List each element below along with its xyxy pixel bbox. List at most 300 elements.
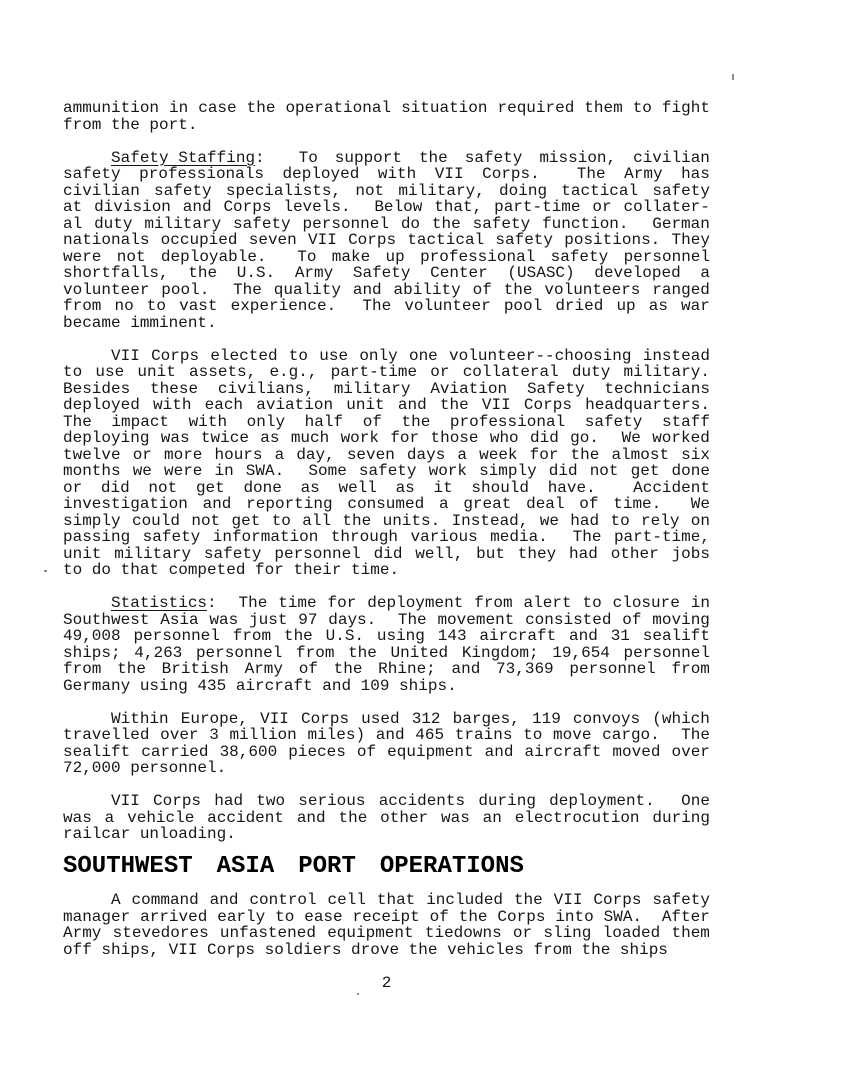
- word: not: [589, 462, 619, 480]
- text-line: [63, 711, 710, 728]
- word: U.S.: [236, 264, 276, 282]
- word: no: [114, 297, 134, 315]
- word: collater-: [623, 198, 710, 216]
- word: or: [430, 363, 450, 381]
- paragraph: [63, 892, 710, 958]
- word: The: [233, 280, 262, 299]
- word: safety: [584, 412, 643, 431]
- word: Army: [294, 264, 334, 282]
- word: did: [100, 478, 130, 497]
- text-line: [63, 595, 710, 612]
- word: time.: [613, 495, 662, 513]
- word: and: [397, 396, 427, 414]
- word: work: [428, 462, 467, 480]
- word: as: [395, 478, 415, 497]
- word: other: [610, 544, 659, 563]
- word: VII: [308, 231, 337, 249]
- word: Corps: [151, 346, 200, 365]
- word: military: [333, 379, 411, 398]
- word: the: [342, 511, 372, 530]
- word: done: [671, 462, 710, 480]
- word: fight: [661, 99, 710, 117]
- scan-artifact: [357, 993, 359, 995]
- word: make: [331, 247, 371, 266]
- word: unit: [137, 363, 176, 381]
- word: early: [217, 907, 266, 926]
- word: The: [681, 726, 710, 744]
- word: not: [116, 247, 146, 266]
- word: in: [169, 99, 189, 117]
- word: mission,: [539, 148, 617, 167]
- paragraph: [63, 595, 710, 694]
- word: professional: [420, 247, 536, 266]
- word: consisted: [525, 610, 612, 629]
- word: each: [204, 396, 244, 414]
- word: almost: [611, 445, 670, 464]
- word: a: [438, 495, 449, 513]
- word: 119: [531, 709, 561, 728]
- word: Corps: [497, 907, 546, 926]
- word: military: [144, 214, 222, 233]
- word: a: [457, 445, 468, 464]
- word: media.: [490, 528, 548, 546]
- word: travelled: [63, 726, 150, 744]
- word: The: [362, 297, 392, 315]
- word: information: [212, 528, 319, 546]
- word: ease: [304, 907, 343, 926]
- word: sling: [543, 924, 592, 942]
- document-body: [63, 100, 710, 991]
- word: consumed: [347, 495, 425, 513]
- word: Accident: [633, 478, 710, 497]
- word: of: [622, 610, 642, 629]
- word: personnel: [195, 643, 283, 662]
- word: Corps: [153, 792, 202, 810]
- word: staff: [661, 412, 710, 431]
- paragraph: [63, 793, 710, 843]
- word: A: [63, 891, 121, 909]
- word: British: [161, 660, 229, 678]
- word: civilian: [633, 148, 710, 167]
- word: receipt: [352, 907, 420, 926]
- word: could: [131, 511, 180, 530]
- text-line: [63, 216, 710, 233]
- word: electrocution: [514, 808, 640, 827]
- text-line: [63, 265, 710, 282]
- word: a: [104, 808, 115, 827]
- word: has: [681, 165, 710, 183]
- text-line: to do that competed for their time.: [63, 561, 400, 579]
- word: days.: [328, 610, 377, 629]
- text-line: [63, 381, 710, 398]
- word: week: [479, 445, 518, 464]
- text-line: [63, 430, 710, 447]
- word: 73,369: [496, 660, 554, 678]
- word: instead: [642, 346, 710, 365]
- word: VII: [63, 346, 140, 365]
- word: situation: [401, 99, 488, 117]
- word: hours: [214, 445, 263, 464]
- text-line: [63, 463, 710, 480]
- word: serious: [298, 792, 366, 810]
- section-heading: [63, 853, 710, 880]
- word: deployment: [367, 594, 464, 612]
- word: military,: [398, 181, 485, 200]
- word: time: [278, 594, 317, 612]
- word: tactical: [407, 231, 485, 249]
- word: quality: [273, 280, 341, 299]
- word: equipment: [327, 924, 414, 942]
- word: all: [302, 511, 332, 530]
- word: movement: [437, 610, 515, 629]
- word: from: [474, 594, 513, 612]
- word: aircraft: [479, 627, 557, 645]
- text-line: [63, 513, 710, 530]
- word: or: [132, 445, 152, 464]
- word: and: [296, 808, 326, 827]
- word: with: [153, 396, 192, 414]
- word: Center: [430, 264, 488, 282]
- word: personnel: [623, 247, 710, 266]
- word: 3: [209, 726, 219, 744]
- word: did: [530, 429, 559, 447]
- word: Corps: [348, 231, 397, 249]
- text-line: [63, 645, 710, 662]
- word: and: [484, 742, 514, 761]
- word: personnel: [623, 643, 710, 662]
- paragraph: [63, 711, 710, 777]
- scan-artifact: [44, 570, 47, 572]
- text-line: [63, 925, 710, 942]
- word: were: [164, 462, 203, 480]
- word: Southwest: [63, 610, 150, 629]
- word: 19,654: [552, 643, 610, 662]
- word: twelve: [63, 445, 121, 464]
- word: days: [406, 445, 446, 464]
- word: had: [214, 792, 244, 810]
- scan-artifact: [732, 74, 734, 80]
- word: impact: [111, 412, 170, 431]
- word: safety: [464, 148, 523, 167]
- word: personnel: [133, 627, 220, 645]
- word: with: [377, 165, 417, 183]
- word: professionals: [139, 165, 264, 183]
- word: Corps: [223, 198, 272, 216]
- word: the: [513, 891, 543, 909]
- word: of: [298, 660, 318, 678]
- word: Corps: [301, 709, 350, 728]
- text-line: [63, 397, 710, 414]
- word: were: [63, 247, 102, 266]
- word: to: [63, 363, 83, 381]
- text-line: [63, 546, 710, 563]
- word: to: [146, 297, 166, 315]
- word: as: [300, 478, 320, 497]
- word: (USASC): [507, 264, 575, 282]
- word: go.: [570, 429, 599, 447]
- word: equipment: [387, 742, 474, 761]
- word: over: [671, 742, 710, 761]
- word: the: [439, 396, 469, 414]
- word: sealift: [63, 742, 131, 761]
- word: vehicle: [127, 808, 195, 827]
- word: pool: [503, 297, 543, 315]
- word: up: [616, 297, 636, 315]
- word: VII: [481, 396, 511, 414]
- word: six: [681, 445, 710, 464]
- word: or: [592, 198, 612, 216]
- underlined-lead: Safety Staffing:: [111, 148, 265, 167]
- word: and: [209, 891, 239, 909]
- word: unit: [346, 396, 385, 414]
- word: volunteer: [63, 280, 150, 299]
- word: two: [256, 792, 286, 810]
- word: get: [195, 478, 225, 497]
- word: units.: [382, 511, 441, 530]
- word: well,: [415, 544, 464, 563]
- word: personnel: [569, 660, 656, 678]
- word: seven: [248, 231, 297, 249]
- word: during: [478, 792, 536, 810]
- word: Rhine;: [378, 660, 436, 678]
- paragraph: [63, 100, 710, 133]
- word: Corps: [523, 396, 572, 414]
- word: military.: [623, 363, 710, 381]
- word: was: [441, 808, 470, 827]
- word: that: [376, 891, 416, 909]
- word: civilians,: [217, 379, 314, 398]
- word: part-time,: [613, 528, 710, 546]
- word: included: [426, 891, 504, 909]
- word: Corps: [593, 891, 642, 909]
- text-line: [63, 414, 710, 431]
- word: U.S.: [325, 627, 365, 645]
- word: and: [375, 726, 405, 744]
- text-line: [63, 496, 710, 513]
- word: Besides: [63, 379, 131, 398]
- word: not: [355, 181, 385, 200]
- word: safety: [154, 181, 212, 200]
- word: the: [431, 214, 461, 233]
- word: Some: [308, 462, 347, 480]
- paragraph: [63, 348, 710, 579]
- word: carried: [141, 742, 209, 761]
- word: specialists,: [225, 181, 342, 200]
- word: from: [63, 297, 102, 315]
- word: pieces: [288, 742, 346, 761]
- word: professional: [449, 412, 566, 431]
- word: unit: [63, 544, 102, 563]
- word: safety: [63, 165, 121, 183]
- word: million: [229, 726, 297, 744]
- word: work: [340, 429, 379, 447]
- word: more: [164, 445, 203, 464]
- word: Army: [624, 165, 663, 183]
- word: to: [632, 99, 652, 117]
- word: the: [338, 808, 368, 827]
- text-line: became imminent.: [63, 313, 217, 332]
- word: to: [582, 594, 602, 612]
- page-number: 2: [381, 973, 392, 992]
- word: was: [63, 808, 92, 827]
- word: used: [361, 709, 400, 728]
- word: only: [359, 346, 398, 365]
- word: Army: [63, 924, 102, 942]
- word: control: [249, 891, 317, 909]
- text-line: [63, 480, 710, 497]
- word: positions.: [564, 231, 661, 249]
- word: Safety: [526, 379, 585, 398]
- word: 465: [415, 726, 445, 744]
- text-line: [63, 348, 710, 365]
- word: and: [451, 660, 481, 678]
- word: Army: [244, 660, 283, 678]
- word: Aviation: [430, 379, 508, 398]
- word: levels.: [283, 198, 351, 216]
- word: great: [463, 495, 512, 513]
- word: use: [319, 346, 349, 365]
- text-line: from the port.: [63, 115, 198, 134]
- word: get: [630, 462, 660, 480]
- text-line: railcar unloading.: [63, 825, 236, 843]
- word: deployed: [63, 396, 140, 414]
- word: case: [198, 99, 237, 117]
- word: a: [274, 445, 285, 464]
- word: The: [576, 165, 606, 183]
- word: 97: [298, 610, 318, 629]
- word: civilian: [63, 181, 140, 200]
- word: from: [671, 660, 710, 678]
- word: Europe,: [180, 709, 248, 728]
- word: Within: [63, 709, 169, 728]
- word: or: [512, 924, 533, 942]
- word: the: [503, 280, 533, 299]
- word: over: [160, 726, 199, 744]
- text-line: [63, 199, 710, 216]
- text-line: [63, 166, 710, 183]
- word: the: [333, 660, 363, 678]
- word: seven: [346, 445, 395, 464]
- paragraph: [63, 150, 710, 332]
- word: and: [352, 280, 382, 299]
- word: the: [458, 907, 488, 926]
- word: it: [433, 478, 453, 497]
- word: safety: [358, 462, 417, 480]
- word: dried: [555, 297, 604, 315]
- word: with: [188, 412, 228, 431]
- word: vast: [179, 297, 218, 315]
- word: various: [410, 528, 478, 546]
- word: alert: [523, 594, 572, 612]
- text-line: [63, 612, 710, 629]
- word: did: [373, 544, 403, 563]
- word: command: [131, 891, 199, 909]
- text-line: [63, 183, 710, 200]
- word: required: [497, 99, 575, 117]
- word: who: [489, 429, 519, 447]
- word: The: [572, 528, 602, 546]
- text-line: [63, 282, 710, 299]
- word: other: [380, 808, 429, 827]
- word: aviation: [256, 396, 334, 414]
- word: deploying: [63, 429, 150, 447]
- word: 31: [610, 627, 630, 645]
- text-line: SOUTHWEST ASIA PORT OPERATIONS: [63, 853, 524, 880]
- word: SWA.: [245, 462, 285, 480]
- word: function.: [542, 214, 629, 233]
- word: deal: [526, 495, 565, 513]
- text-line: [63, 810, 710, 827]
- word: done: [243, 478, 282, 497]
- word: from: [232, 627, 272, 645]
- word: duty: [94, 214, 133, 233]
- text-line: [63, 232, 710, 249]
- word: using: [376, 627, 425, 645]
- word: rely: [641, 511, 680, 530]
- word: To: [297, 247, 317, 266]
- word: personnel: [302, 214, 389, 233]
- word: to: [523, 726, 543, 744]
- word: use: [95, 363, 125, 381]
- word: these: [150, 379, 199, 398]
- word: volunteer: [404, 297, 491, 315]
- text-line: [63, 661, 710, 678]
- word: but: [476, 544, 505, 563]
- word: Kingdom;: [461, 643, 539, 662]
- word: twice: [200, 429, 249, 447]
- word: as: [648, 297, 668, 315]
- word: After: [661, 907, 710, 926]
- word: to: [288, 346, 308, 365]
- word: they: [517, 544, 557, 563]
- word: or: [63, 478, 83, 497]
- word: The: [63, 412, 92, 431]
- word: we: [132, 462, 152, 480]
- word: Below: [374, 198, 423, 216]
- word: get: [231, 511, 261, 530]
- word: only: [246, 412, 286, 431]
- word: barges,: [452, 709, 520, 728]
- word: one: [408, 346, 438, 365]
- word: tiedowns: [424, 924, 502, 942]
- word: cell: [327, 891, 366, 909]
- word: passing: [63, 528, 131, 546]
- word: sealift: [642, 627, 710, 645]
- word: deployment.: [549, 792, 655, 810]
- text-line: [63, 298, 710, 315]
- word: doing: [499, 181, 548, 200]
- word: ability: [393, 280, 461, 299]
- word: The: [238, 594, 268, 612]
- word: for: [390, 429, 420, 447]
- word: the: [401, 412, 431, 431]
- word: just: [249, 610, 288, 629]
- word: 38,600: [219, 742, 278, 761]
- word: them: [584, 99, 623, 117]
- word: unfastened: [219, 924, 316, 942]
- word: They: [671, 231, 710, 249]
- word: worked: [652, 429, 710, 447]
- word: technicians: [604, 379, 710, 398]
- word: developed: [594, 264, 681, 282]
- word: personnel: [274, 544, 361, 563]
- word: deployable.: [160, 247, 267, 266]
- word: half: [304, 412, 344, 431]
- word: of: [356, 742, 377, 761]
- word: 4,263: [134, 643, 183, 662]
- word: from: [63, 660, 102, 678]
- word: (which: [652, 709, 710, 728]
